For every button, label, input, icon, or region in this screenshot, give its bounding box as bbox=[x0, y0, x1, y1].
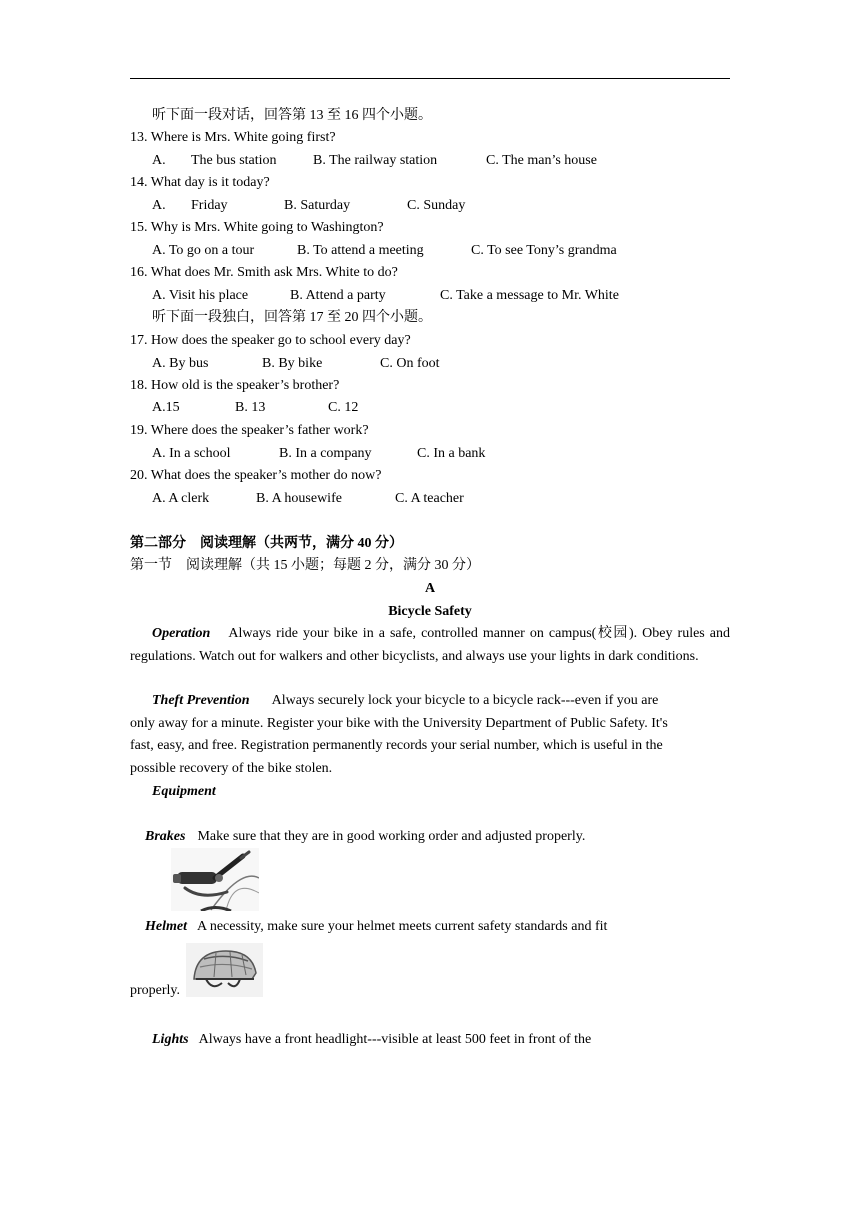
helmet-line-2: properly. bbox=[130, 983, 181, 998]
theft-text-1: Always securely lock your bicycle to a bicycle rack---even if you are bbox=[271, 693, 659, 708]
q14-option-a-letter: A. bbox=[152, 198, 166, 213]
question-16: 16. What does Mr. Smith ask Mrs. White to do? bbox=[130, 265, 398, 280]
q16-option-b: B. Attend a party bbox=[290, 288, 386, 303]
question-15: 15. Why is Mrs. White going to Washington? bbox=[130, 220, 384, 235]
q18-option-a: A.15 bbox=[152, 400, 180, 415]
theft-line-4: possible recovery of the bike stolen. bbox=[130, 761, 333, 776]
q13-option-a: The bus station bbox=[191, 153, 277, 168]
q19-option-b: B. In a company bbox=[279, 446, 372, 461]
theft-line-1 bbox=[152, 691, 658, 711]
equipment-label: Equipment bbox=[152, 784, 216, 799]
q13-option-c: C. The man’s house bbox=[486, 153, 597, 168]
operation-paragraph bbox=[130, 623, 730, 668]
theft-label: Theft Prevention bbox=[152, 693, 250, 708]
q19-option-a: A. In a school bbox=[152, 446, 231, 461]
q20-option-b: B. A housewife bbox=[256, 491, 342, 506]
helmet-image bbox=[186, 943, 263, 997]
q13-option-a-letter: A. bbox=[152, 153, 166, 168]
dialogue-instruction: 听下面一段对话，回答第 13 至 16 四个小题。 bbox=[152, 108, 432, 123]
theft-line-2: only away for a minute. Register your bike with the University Department of Public Safety. It's bbox=[130, 716, 668, 731]
lights-text: Always have a front headlight---visible at least 500 feet in front of the bbox=[198, 1032, 592, 1047]
question-20: 20. What does the speaker’s mother do now? bbox=[130, 468, 382, 483]
question-18: 18. How old is the speaker’s brother? bbox=[130, 378, 340, 393]
q14-option-c: C. Sunday bbox=[407, 198, 466, 213]
q18-option-c: C. 12 bbox=[328, 400, 359, 415]
q17-option-b: B. By bike bbox=[262, 356, 323, 371]
lights-label: Lights bbox=[152, 1032, 189, 1047]
section-one-title: 第一节 阅读理解（共 15 小题；每题 2 分，满分 30 分） bbox=[130, 558, 480, 573]
header-rule bbox=[130, 78, 730, 79]
lights-line bbox=[152, 1030, 591, 1050]
passage-title: Bicycle Safety bbox=[388, 604, 472, 619]
brakes-label: Brakes bbox=[145, 829, 186, 844]
q15-option-a: A. To go on a tour bbox=[152, 243, 255, 258]
q18-option-b: B. 13 bbox=[235, 400, 266, 415]
q14-option-a: Friday bbox=[191, 198, 228, 213]
brakes-line bbox=[145, 827, 585, 847]
q14-option-b: B. Saturday bbox=[284, 198, 351, 213]
q15-option-b: B. To attend a meeting bbox=[297, 243, 424, 258]
part-two-title: 第二部分 阅读理解（共两节，满分 40 分） bbox=[130, 536, 403, 551]
monologue-instruction: 听下面一段独白，回答第 17 至 20 四个小题。 bbox=[152, 310, 432, 325]
helmet-text: A necessity, make sure your helmet meets current safety standards and fit bbox=[197, 919, 608, 934]
q20-option-c: C. A teacher bbox=[395, 491, 464, 506]
question-19: 19. Where does the speaker’s father work? bbox=[130, 423, 369, 438]
q15-option-c: C. To see Tony’s grandma bbox=[471, 243, 617, 258]
passage-letter: A bbox=[424, 581, 436, 596]
q17-option-c: C. On foot bbox=[380, 356, 440, 371]
helmet-line bbox=[145, 917, 607, 937]
q16-option-a: A. Visit his place bbox=[152, 288, 249, 303]
brakes-text: Make sure that they are in good working order and adjusted properly. bbox=[197, 829, 586, 844]
q19-option-c: C. In a bank bbox=[417, 446, 486, 461]
brake-lever-image bbox=[171, 848, 259, 911]
question-17: 17. How does the speaker go to school every day? bbox=[130, 333, 411, 348]
operation-text: Always ride your bike in a safe, controlled manner on campus(校园). Obey rules and regulations. Watch out for walkers and other bicyclists, and always use your lights in dark conditions. bbox=[130, 626, 730, 664]
operation-label: Operation bbox=[152, 626, 211, 641]
question-13: 13. Where is Mrs. White going first? bbox=[130, 130, 336, 145]
q17-option-a: A. By bus bbox=[152, 356, 209, 371]
q13-option-b: B. The railway station bbox=[313, 153, 438, 168]
q20-option-a: A. A clerk bbox=[152, 491, 210, 506]
theft-line-3: fast, easy, and free. Registration permanently records your serial number, which is useful in the bbox=[130, 738, 663, 753]
q16-option-c: C. Take a message to Mr. White bbox=[440, 288, 619, 303]
question-14: 14. What day is it today? bbox=[130, 175, 270, 190]
helmet-label: Helmet bbox=[145, 919, 187, 934]
